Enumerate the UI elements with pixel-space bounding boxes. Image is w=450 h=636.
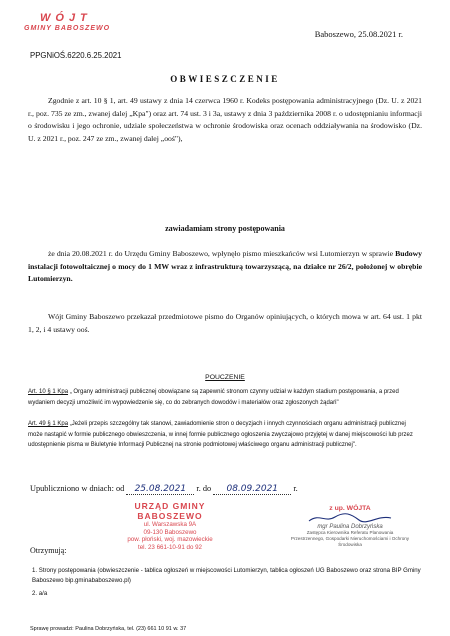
body-paragraph — [28, 248, 422, 286]
published-label: Upubliczniono w dniach: od — [30, 484, 125, 493]
stamp-title: WÓJT — [40, 12, 92, 24]
signature-stamp-line2: mgr Paulina Dobrzyńska — [317, 524, 383, 530]
body-paragraph-2: Wójt Gminy Baboszewo przekazał przedmiotowe pismo do Organów opiniujących, o których mowa w art. 64 ust. 1 pkt 1, 2, i 4 ustawy ooś. — [28, 312, 422, 334]
signature-stamp-line3: Zastępca Kierownika Referatu Planowania Przestrzennego, Gospodarki Nieruchomościami i Ochrony Środowiska — [290, 530, 410, 547]
announcement: zawiadamiam strony postępowania — [165, 224, 285, 233]
body-bold-text: Budowy instalacji fotowoltaicznej o mocy do 1 MW wraz z infrastrukturą towarzyszącą, na działce nr 26/2, położonej w obrębie Lutomierzyn. — [28, 249, 422, 283]
notice-item-2 — [28, 419, 422, 451]
published-to-field — [213, 484, 291, 495]
stamp-subtitle: GMINY BABOSZEWO — [24, 25, 111, 32]
published-from-date: 25.08.2021 — [134, 484, 187, 494]
footer-contact: Sprawę prowadzi: Paulina Dobrzyńska, tel. (23) 661 10 91 w. 37 — [30, 626, 187, 632]
signature-stamp-line1: z up. WÓJTA — [329, 505, 371, 512]
document-title: OBWIESZCZENIE — [170, 74, 280, 84]
reference-number: PPGNiOŚ.6220.6.25.2021 — [30, 51, 122, 60]
notice-item-1-ref: Art. 10 § 1 Kpa — [28, 389, 69, 395]
office-stamp-line1: URZĄD GMINY — [134, 501, 206, 511]
office-stamp-line4: 09-130 Baboszewo — [143, 528, 197, 536]
handwritten-signature — [305, 512, 395, 524]
body-text: że dnia 20.08.2021 r. do Urzędu Gminy Baboszewo, wpłynęło pismo mieszkańców wsi Lutomierzyn w sprawie — [48, 249, 396, 258]
recipients-label: Otrzymują: — [30, 546, 67, 555]
published-line — [30, 484, 298, 495]
wojt-stamp — [22, 12, 182, 32]
office-stamp-line2: BABOSZEWO — [137, 511, 203, 521]
place-date: Baboszewo, 25.08.2021 r. — [314, 29, 403, 39]
published-mid: r. do — [196, 484, 212, 493]
office-stamp — [90, 501, 250, 551]
office-stamp-line6: tel. 23 661-10-91 do 92 — [138, 543, 202, 551]
recipient-item-1: 1. Strony postępowania (obwieszczenie - tablica ogłoszeń w miejscowości Lutomierzyn, tablica ogłoszeń UG Baboszewo oraz strona BIP Gminy Baboszewo bip.gminababoszewo.pl) — [32, 567, 421, 584]
published-from-field — [126, 484, 194, 495]
office-stamp-line3: ul. Warszawska 9A — [143, 521, 197, 528]
intro-paragraph: Zgodnie z art. 10 § 1, art. 49 ustawy z dnia 14 czerwca 1960 r. Kodeks postępowania administracyjnego (Dz. U. z 2021 r., poz. 735 ze zm., zwanej dalej „Kpa") oraz art. 74 ust. 3 i 3a, ustawy z dnia 3 października 2008 r. o udostępnianiu informacji o środowisku i jego ochronie, udziale społeczeństwa w ochronie środowiska oraz ocenach oddziaływania na środowisko (Dz. U. z 2021 r., poz. 247 ze zm., zwanej dalej „ooś"), — [28, 96, 422, 143]
notice-item-2-ref: Art. 49 § 1 Kpa — [28, 421, 69, 427]
recipient-item-2: 2. a/a — [32, 590, 48, 597]
office-stamp-line5: pow. płoński, woj. mazowieckie — [127, 536, 213, 543]
notice-item-1 — [28, 387, 422, 408]
published-end: r. — [293, 484, 298, 493]
published-to-date: 08.09.2021 — [226, 484, 279, 494]
notice-item-2-text: „Jeżeli przepis szczególny tak stanowi, zawiadomienie stron o decyzjach i innych czynnościach organu administracji publicznej może nastąpić w formie publicznego obwieszczenia, w innej formie publicznego ogłoszenia zwyczajowo przyjętej w danej miejscowości lub przez udostępnienie pisma w Biuletynie Informacji Publicznej na stronie podmiotowej właściwego organu administracji publicznej". — [28, 421, 413, 449]
signature-stamp — [290, 505, 410, 548]
notice-item-1-text: „ Organy administracji publicznej obowiązane są zapewnić stronom czynny udział w każdym stadium postępowania, a przed wydaniem decyzji umożliwić im wypowiedzenie się, co do zebranych dowodów i materiałów oraz zgłoszonych żądań" — [28, 389, 399, 406]
notice-title: POUCZENIE — [205, 374, 245, 381]
